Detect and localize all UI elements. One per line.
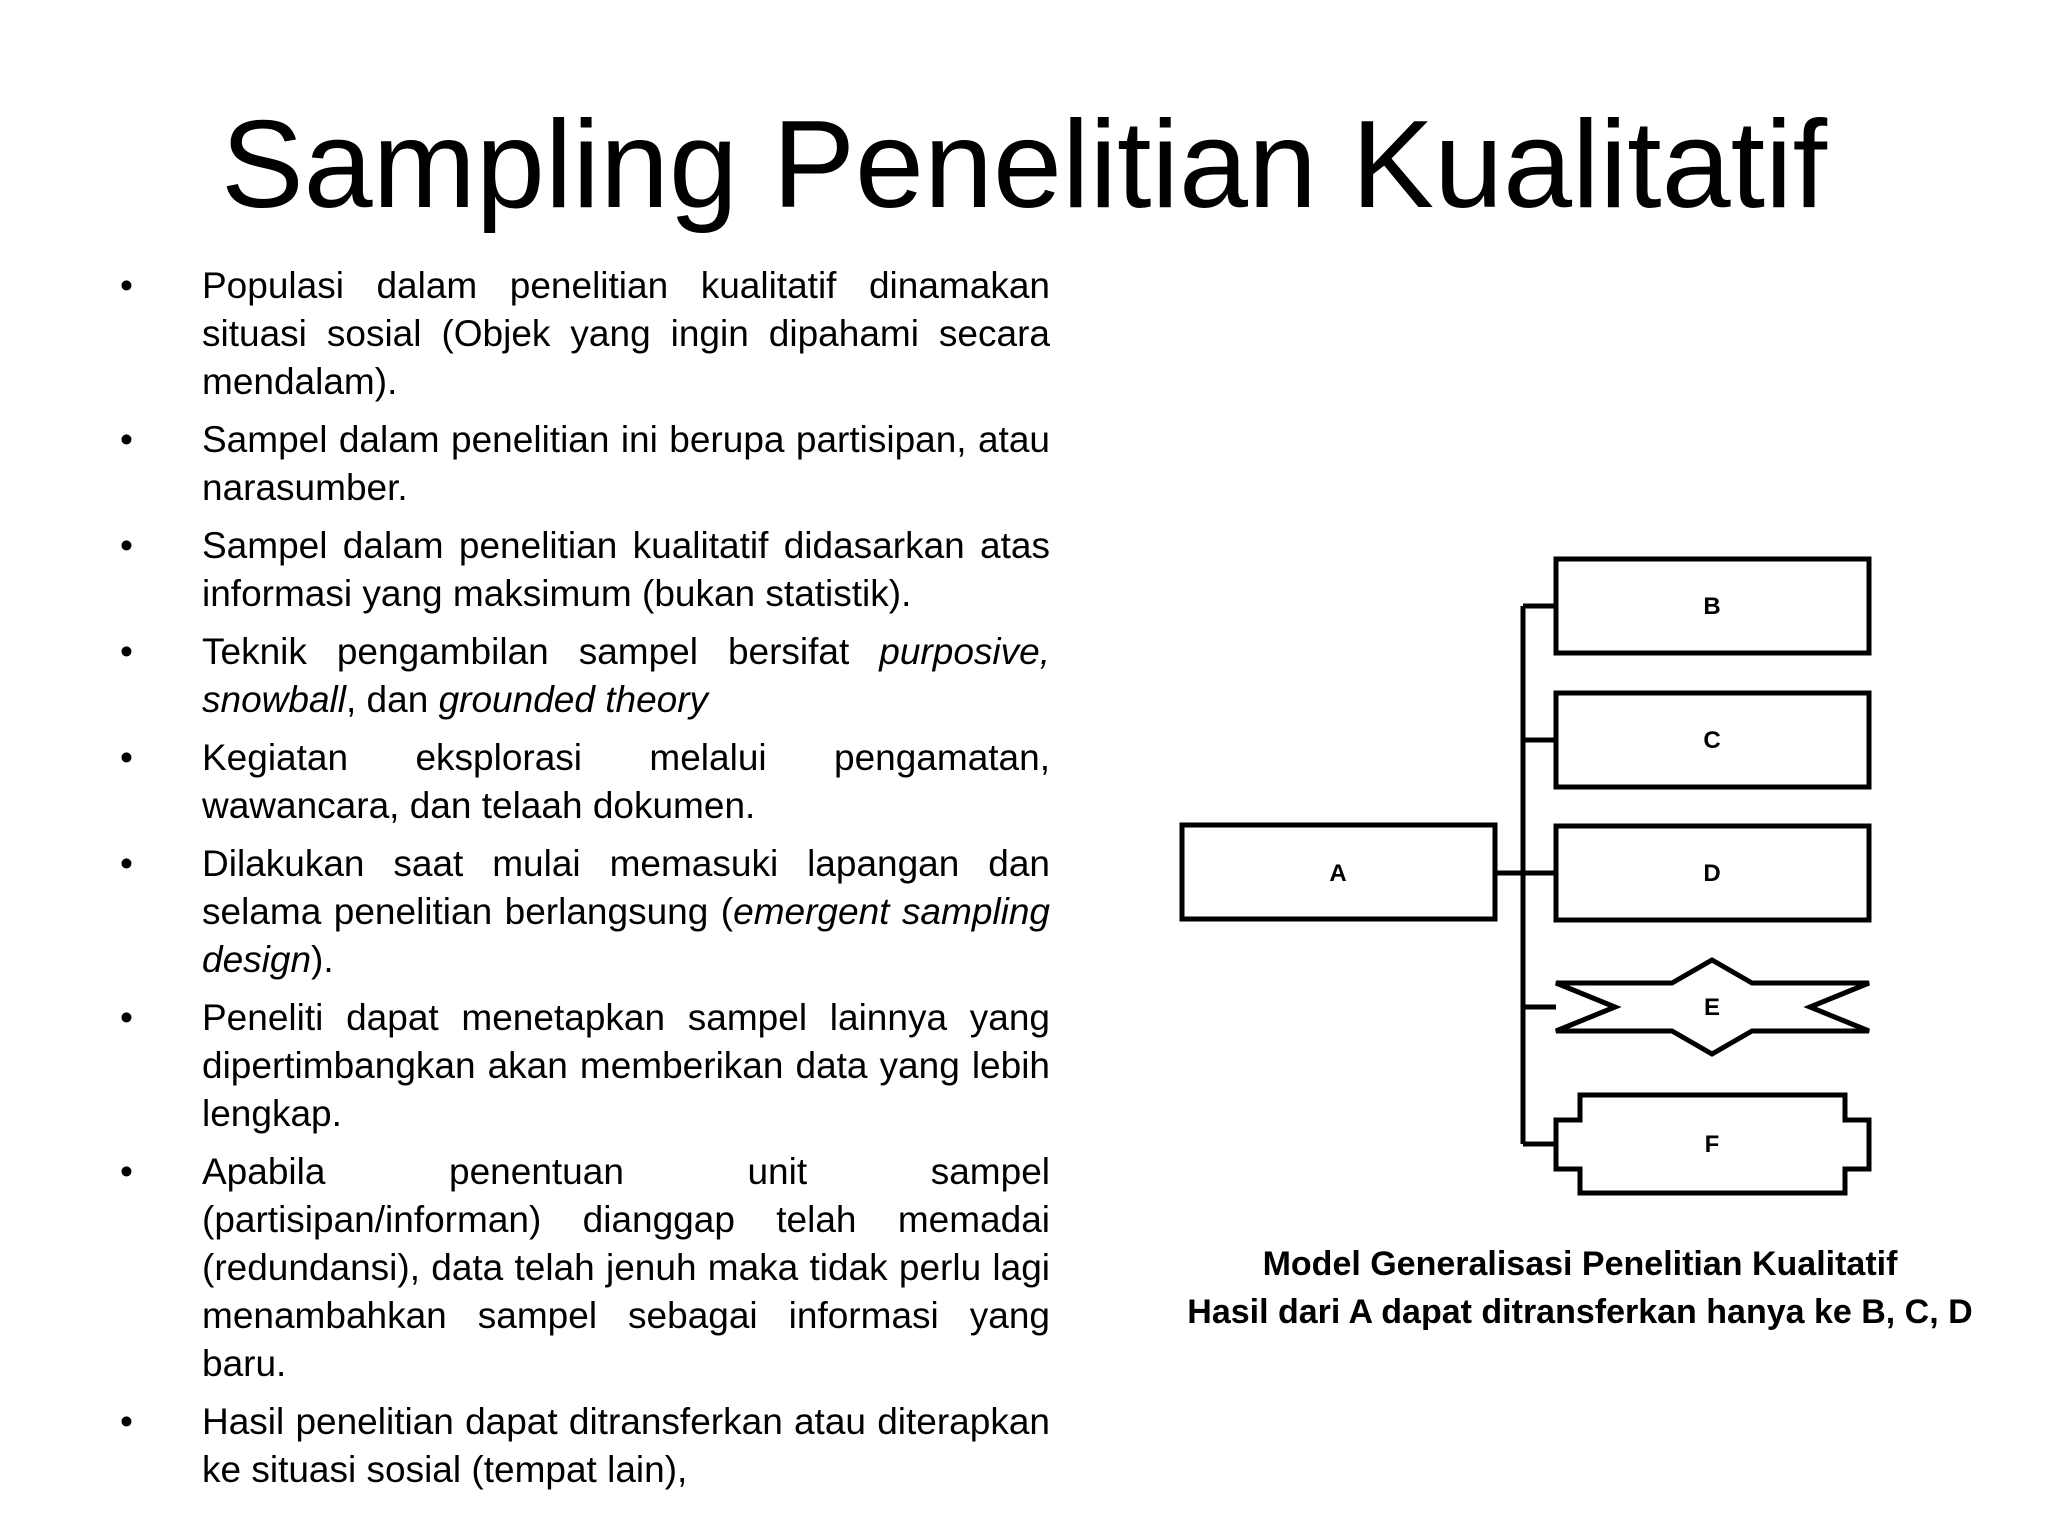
bullet-item — [120, 994, 1050, 1138]
bullet-item — [120, 262, 1050, 406]
node-b-label: B — [1703, 593, 1721, 620]
generalization-diagram — [1170, 550, 1890, 1200]
bullet-dot-icon: • — [120, 525, 133, 566]
bullet-text-italic: grounded theory — [438, 679, 709, 720]
bullet-text-italic: emergent sampling design — [202, 891, 1050, 980]
bullet-text: Peneliti dapat menetapkan sampel lainnya yang dipertimbangkan akan memberikan data yang lebih lengkap. — [202, 997, 1050, 1134]
bullet-dot-icon: • — [120, 1151, 133, 1192]
node-a-label: A — [1329, 860, 1347, 887]
bullet-text: Populasi dalam penelitian kualitatif dinamakan situasi sosial (Objek yang ingin dipahami secara mendalam). — [202, 265, 1050, 402]
bullet-item — [120, 416, 1050, 512]
node-f-label: F — [1704, 1131, 1720, 1158]
slide-title: Sampling Penelitian Kualitatif — [220, 96, 1828, 234]
bullet-text: Dilakukan saat mulai memasuki lapangan dan selama penelitian berlangsung ( — [202, 843, 1050, 932]
bullet-dot-icon: • — [120, 997, 133, 1038]
bullet-list — [120, 262, 1050, 1504]
node-d-label: D — [1703, 860, 1721, 887]
bullet-text-italic: purposive, snowball — [202, 631, 1050, 720]
node-c-label: C — [1703, 727, 1721, 754]
bullet-dot-icon: • — [120, 631, 133, 672]
bullet-text: Sampel dalam penelitian ini berupa partisipan, atau narasumber. — [202, 419, 1050, 508]
bullet-text: Kegiatan eksplorasi melalui pengamatan, wawancara, dan telaah dokumen. — [202, 737, 1050, 826]
caption-line-2: Hasil dari A dapat ditransferkan hanya ke B, C, D — [1187, 1293, 1973, 1331]
bullet-item — [120, 1148, 1050, 1388]
bullet-item — [120, 1398, 1050, 1494]
bullet-item — [120, 734, 1050, 830]
bullet-dot-icon: • — [120, 1401, 133, 1442]
bullet-text: Hasil penelitian dapat ditransferkan atau diterapkan ke situasi sosial (tempat lain), — [202, 1401, 1050, 1490]
bullet-text: , dan — [345, 679, 439, 720]
bullet-dot-icon: • — [120, 737, 133, 778]
node-e-label: E — [1703, 994, 1721, 1021]
bullet-text: Teknik pengambilan sampel bersifat — [202, 631, 880, 672]
caption-line-1: Model Generalisasi Penelitian Kualitatif — [1262, 1245, 1898, 1283]
bullet-text: Apabila penentuan unit sampel (partisipan/informan) dianggap telah memadai (redundansi), data telah jenuh maka tidak perlu lagi menambahkan sampel sebagai informasi yang baru. — [202, 1151, 1050, 1384]
bullet-text: Sampel dalam penelitian kualitatif didasarkan atas informasi yang maksimum (bukan statistik). — [202, 525, 1050, 614]
bullet-item — [120, 522, 1050, 618]
bullet-text: ). — [311, 939, 334, 980]
bullet-dot-icon: • — [120, 419, 133, 460]
bullet-item — [120, 628, 1050, 724]
bullet-dot-icon: • — [120, 265, 133, 306]
diagram-caption — [1170, 1240, 1990, 1336]
bullet-item — [120, 840, 1050, 984]
bullet-dot-icon: • — [120, 843, 133, 884]
